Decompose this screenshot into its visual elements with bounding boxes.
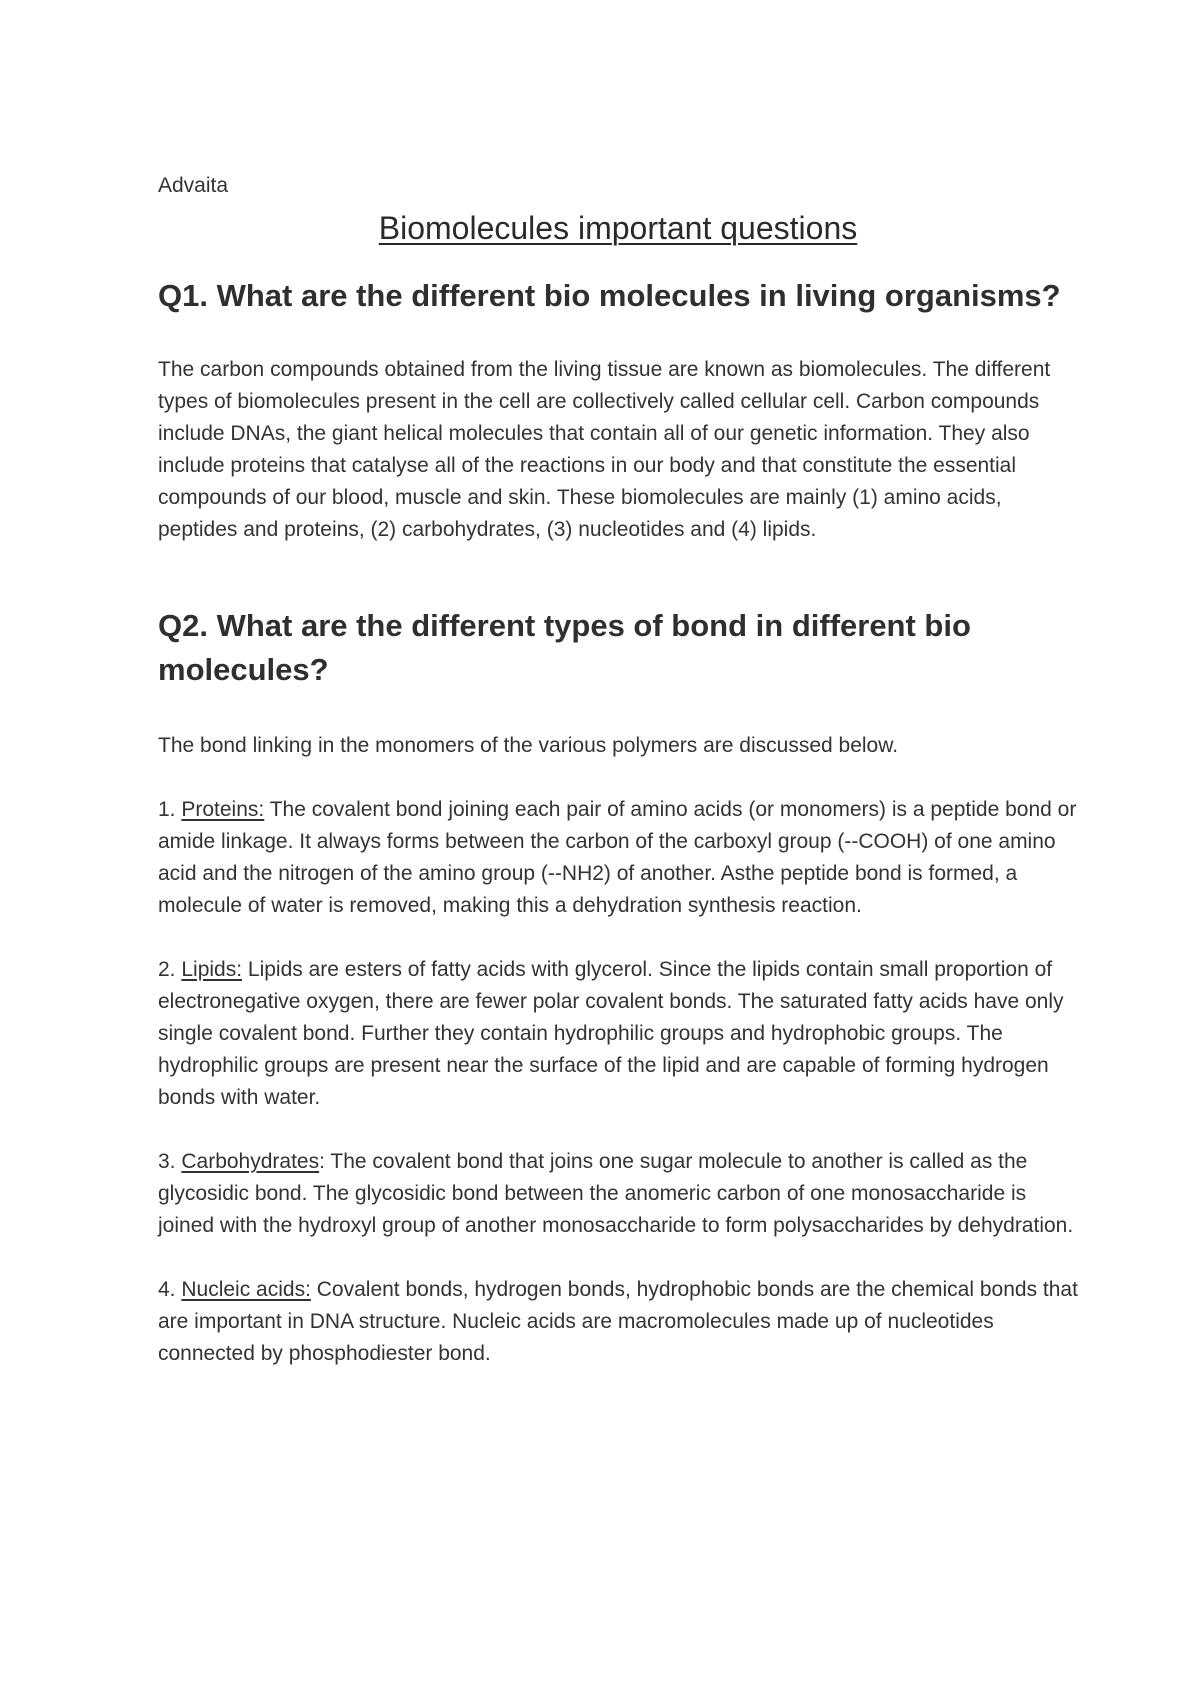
item-text: Covalent bonds, hydrogen bonds, hydrophobic bonds are the chemical bonds that are important in DNA structure. Nucleic acids are macromolecules made up of nucleotides connected by phosphodiester bond. xyxy=(158,1278,1078,1365)
item-number: 3. xyxy=(158,1150,182,1173)
item-label: Carbohydrates xyxy=(181,1150,320,1173)
item-text: The covalent bond that joins one sugar molecule to another is called as the glycosidic bond. The glycosidic bond between the anomeric carbon of one monosaccharide is joined with the hydroxyl group of another monosaccharide to form polysaccharides by dehydration. xyxy=(158,1150,1074,1237)
question-1: Q1. What are the different bio molecules in living organisms? xyxy=(158,278,1061,313)
item-label: Proteins: xyxy=(181,798,265,821)
answer-1: The carbon compounds obtained from the living tissue are known as biomolecules. The different types of biomolecules present in the cell are collectively called cellular cell. Carbon compounds include DNAs, the giant helical molecules that contain all of our genetic information. They also include proteins that catalyse all of the reactions in our body and that constitute the essential compounds of our blood, muscle and skin. These biomolecules are mainly (1) amino acids, peptides and proteins, (2) carbohydrates, (3) nucleotides and (4) lipids. xyxy=(158,358,1051,541)
item-text: Lipids are esters of fatty acids with glycerol. Since the lipids contain small proportion of electronegative oxygen, there are fewer polar covalent bonds. The saturated fatty acids have only single covalent bond. Further they contain hydrophilic groups and hydrophobic groups. The hydrophilic groups are present near the surface of the lipid and are capable of forming hydrogen bonds with water. xyxy=(158,958,1064,1109)
item-number: 1. xyxy=(158,798,182,821)
item-label-suffix: : xyxy=(319,1150,325,1173)
document-page xyxy=(158,172,1078,1370)
bond-item-proteins xyxy=(158,794,1078,922)
author-name: Advaita xyxy=(158,174,229,197)
item-label: Lipids: xyxy=(181,958,243,981)
answer-2-intro: The bond linking in the monomers of the various polymers are discussed below. xyxy=(158,734,899,757)
bond-item-nucleic-acids xyxy=(158,1274,1078,1370)
bond-item-carbohydrates xyxy=(158,1146,1078,1242)
item-text: The covalent bond joining each pair of amino acids (or monomers) is a peptide bond or amide linkage. It always forms between the carbon of the carboxyl group (--COOH) of one amino acid and the nitrogen of the amino group (--NH2) of another. Asthe peptide bond is formed, a molecule of water is removed, making this a dehydration synthesis reaction. xyxy=(158,798,1077,917)
document-title: Biomolecules important questions xyxy=(378,210,858,246)
item-number: 4. xyxy=(158,1278,182,1301)
question-2: Q2. What are the different types of bond in different bio molecules? xyxy=(158,608,971,687)
item-label: Nucleic acids: xyxy=(181,1278,311,1301)
item-number: 2. xyxy=(158,958,182,981)
bond-item-lipids xyxy=(158,954,1078,1114)
